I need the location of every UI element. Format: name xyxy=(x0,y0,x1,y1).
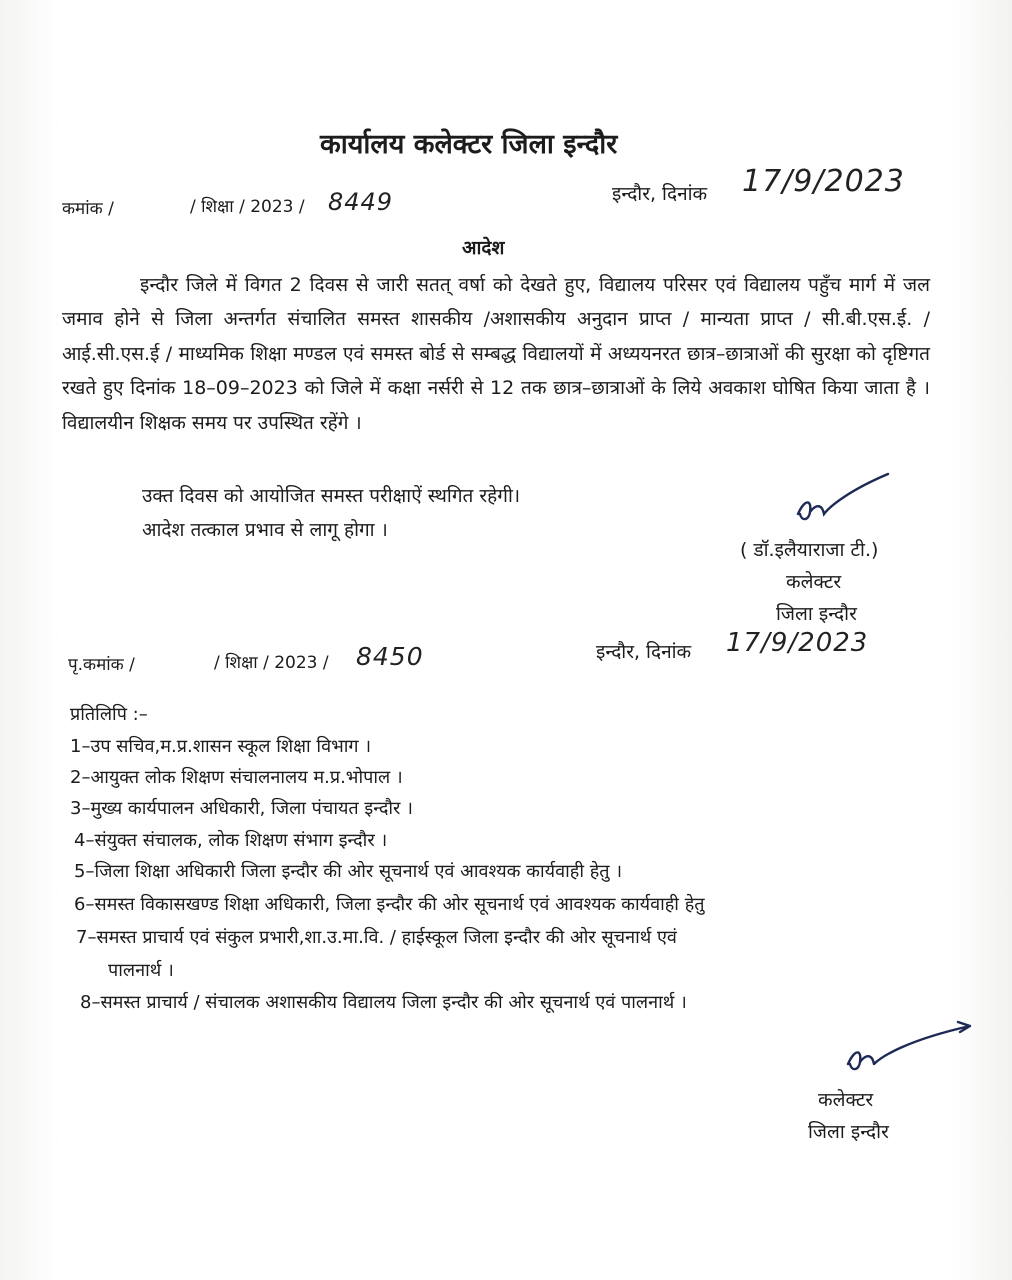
order-number-label: कमांक / xyxy=(62,199,114,219)
footer-office: जिला इन्दौर xyxy=(808,1121,889,1143)
order-date-handwritten: 17/9/2023 xyxy=(742,164,905,199)
order-date-label: इन्दौर, दिनांक xyxy=(612,183,708,205)
list-item: पालनार्थ । xyxy=(108,960,174,981)
list-item: 7–समस्त प्राचार्य एवं संकुल प्रभारी,शा.उ.मा.वि. / हाईस्कूल जिला इन्दौर की ओर सूचनार्थ एवं xyxy=(76,927,677,948)
signatory-office: जिला इन्दौर xyxy=(776,603,857,625)
order-body: इन्दौर जिले में विगत 2 दिवस से जारी सतत् वर्षा को देखते हुए, विद्यालय परिसर एवं विद्यालय पहुँच मार्ग में जल जमाव होने से जिला अन्तर्गत संचालित समस्त शासकीय /अशासकीय अनुदान प्राप्त / मान्यता प्राप्त / सी.बी.एस.ई. / आई.सी.एस.ई / माध्यमिक शिक्षा मण्डल एवं समस्त बोर्ड से सम्बद्ध विद्यालयों में अध्ययनरत छात्र–छात्राओं की सुरक्षा को दृष्टिगत रखते हुए दिनांक 18–09–2023 को जिले में कक्षा नर्सरी से 12 तक छात्र–छात्राओं के लिये अवकाश घोषित किया जाता है । विद्यालयीन शिक्षक समय पर उपस्थित रहेंगे । xyxy=(62,274,930,434)
copies-heading: प्रतिलिपि :– xyxy=(70,704,148,725)
copy-date-handwritten: 17/9/2023 xyxy=(726,628,869,658)
order-heading: आदेश xyxy=(462,237,505,259)
collector-signature xyxy=(790,470,900,530)
copy-date-label: इन्दौर, दिनांक xyxy=(596,641,692,663)
footer-designation: कलेक्टर xyxy=(818,1089,874,1111)
order-number-handwritten: 8449 xyxy=(328,188,394,216)
list-item: 1–उप सचिव,म.प्र.शासन स्कूल शिक्षा विभाग । xyxy=(70,736,372,757)
copy-dept-year: / शिक्षा / 2023 / xyxy=(214,653,329,673)
order-effect-line: आदेश तत्काल प्रभाव से लागू होगा । xyxy=(142,519,388,541)
copy-number-label: पृ.कमांक / xyxy=(68,655,135,675)
office-title: कार्यालय कलेक्टर जिला इन्दौर xyxy=(320,129,618,160)
list-item: 6–समस्त विकासखण्ड शिक्षा अधिकारी, जिला इन्दौर की ओर सूचनार्थ एवं आवश्यक कार्यवाही हेतु xyxy=(74,894,705,915)
list-item: 2–आयुक्त लोक शिक्षण संचालनालय म.प्र.भोपाल । xyxy=(70,767,403,788)
order-dept-year: / शिक्षा / 2023 / xyxy=(190,197,305,217)
signatory-name: ( डॉ.इलैयाराजा टी.) xyxy=(740,539,879,561)
list-item: 3–मुख्य कार्यपालन अधिकारी, जिला पंचायत इन्दौर । xyxy=(70,798,413,819)
copy-number-handwritten: 8450 xyxy=(356,642,424,671)
list-item: 4–संयुक्त संचालक, लोक शिक्षण संभाग इन्दौर । xyxy=(74,830,388,851)
collector-signature-copy xyxy=(838,1018,978,1078)
order-exam-line: उक्त दिवस को आयोजित समस्त परीक्षाऐं स्थगित रहेगी। xyxy=(142,485,521,507)
list-item: 5–जिला शिक्षा अधिकारी जिला इन्दौर की ओर सूचनार्थ एवं आवश्यक कार्यवाही हेतु । xyxy=(74,861,623,882)
signatory-designation: कलेक्टर xyxy=(786,571,842,593)
list-item: 8–समस्त प्राचार्य / संचालक अशासकीय विद्यालय जिला इन्दौर की ओर सूचनार्थ एवं पालनार्थ । xyxy=(80,992,687,1013)
